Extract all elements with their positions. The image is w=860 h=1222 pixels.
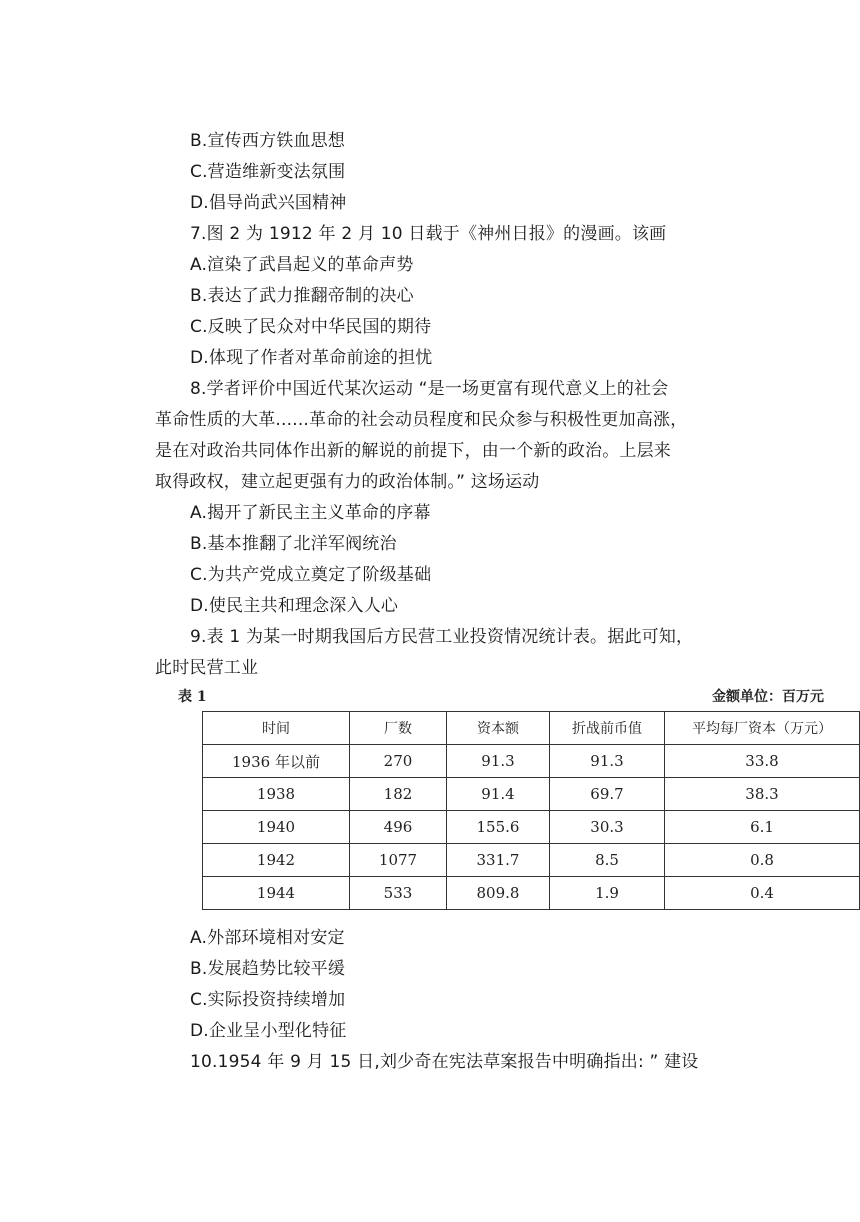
table-cell: 1944 bbox=[203, 877, 350, 910]
header-prewar-value: 折战前币值 bbox=[550, 712, 665, 745]
investment-table bbox=[202, 711, 860, 910]
q6-option-c: C.营造维新变法氛围 bbox=[190, 162, 346, 182]
q8-stem-line-2: 革命性质的大革......革命的社会动员程度和民众参与积极性更加高涨， bbox=[155, 410, 688, 430]
q9-option-a: A.外部环境相对安定 bbox=[190, 928, 345, 948]
table-cell: 182 bbox=[350, 778, 447, 811]
table-cell: 1077 bbox=[350, 844, 447, 877]
table-cell: 8.5 bbox=[550, 844, 665, 877]
q6-option-d: D.倡导尚武兴国精神 bbox=[190, 193, 347, 213]
table-cell: 155.6 bbox=[447, 811, 550, 844]
table-cell: 0.8 bbox=[665, 844, 860, 877]
q10-stem: 10.1954 年 9 月 15 日,刘少奇在宪法草案报告中明确指出: ” 建设 bbox=[190, 1052, 699, 1072]
q8-option-d: D.使民主共和理念深入人心 bbox=[190, 596, 399, 616]
table-cell: 270 bbox=[350, 745, 447, 778]
q6-option-b: B.宣传西方铁血思想 bbox=[190, 131, 346, 151]
table-cell: 331.7 bbox=[447, 844, 550, 877]
table-cell: 6.1 bbox=[665, 811, 860, 844]
table-cell: 1940 bbox=[203, 811, 350, 844]
q8-stem-line-1: 8.学者评价中国近代某次运动 “是一场更富有现代意义上的社会 bbox=[190, 379, 669, 399]
table-cell: 496 bbox=[350, 811, 447, 844]
q8-option-c: C.为共产党成立奠定了阶级基础 bbox=[190, 565, 432, 585]
q7-option-a: A.渲染了武昌起义的革命声势 bbox=[190, 255, 414, 275]
q8-stem-line-3: 是在对政治共同体作出新的解说的前提下，由一个新的政治。上层来 bbox=[155, 441, 671, 461]
table-header-row bbox=[203, 712, 860, 745]
table-cell: 1936 年以前 bbox=[203, 745, 350, 778]
q8-option-b: B.基本推翻了北洋军阀统治 bbox=[190, 534, 397, 554]
table-row bbox=[203, 844, 860, 877]
table-cell: 533 bbox=[350, 877, 447, 910]
table-cell: 1938 bbox=[203, 778, 350, 811]
table-cell: 30.3 bbox=[550, 811, 665, 844]
table-row bbox=[203, 778, 860, 811]
table-cell: 1.9 bbox=[550, 877, 665, 910]
table-cell: 91.3 bbox=[447, 745, 550, 778]
q7-option-d: D.体现了作者对革命前途的担忧 bbox=[190, 348, 433, 368]
q9-option-b: B.发展趋势比较平缓 bbox=[190, 959, 346, 979]
q9-stem-line-2: 此时民营工业 bbox=[155, 658, 259, 678]
table-cell: 1942 bbox=[203, 844, 350, 877]
table-unit: 金额单位：百万元 bbox=[712, 689, 824, 705]
q8-option-a: A.揭开了新民主主义革命的序幕 bbox=[190, 503, 431, 523]
table-cell: 809.8 bbox=[447, 877, 550, 910]
table-cell: 91.3 bbox=[550, 745, 665, 778]
q7-stem: 7.图 2 为 1912 年 2 月 10 日载于《神州日报》的漫画。该画 bbox=[190, 224, 667, 244]
header-factories: 厂数 bbox=[350, 712, 447, 745]
q9-stem-line-1: 9.表 1 为某一时期我国后方民营工业投资情况统计表。据此可知， bbox=[190, 627, 694, 647]
table-row bbox=[203, 811, 860, 844]
q7-option-c: C.反映了民众对中华民国的期待 bbox=[190, 317, 432, 337]
table-row bbox=[203, 877, 860, 910]
q9-option-c: C.实际投资持续增加 bbox=[190, 990, 346, 1010]
table-caption: 表 1 bbox=[178, 689, 207, 705]
table-cell: 91.4 bbox=[447, 778, 550, 811]
table-row bbox=[203, 745, 860, 778]
header-avg-capital: 平均每厂资本（万元） bbox=[665, 712, 860, 745]
header-capital: 资本额 bbox=[447, 712, 550, 745]
header-time: 时间 bbox=[203, 712, 350, 745]
q8-stem-line-4: 取得政权，建立起更强有力的政治体制。” 这场运动 bbox=[155, 472, 540, 492]
table-cell: 69.7 bbox=[550, 778, 665, 811]
table-cell: 38.3 bbox=[665, 778, 860, 811]
table-cell: 0.4 bbox=[665, 877, 860, 910]
q9-option-d: D.企业呈小型化特征 bbox=[190, 1021, 347, 1041]
q7-option-b: B.表达了武力推翻帝制的决心 bbox=[190, 286, 414, 306]
table-cell: 33.8 bbox=[665, 745, 860, 778]
